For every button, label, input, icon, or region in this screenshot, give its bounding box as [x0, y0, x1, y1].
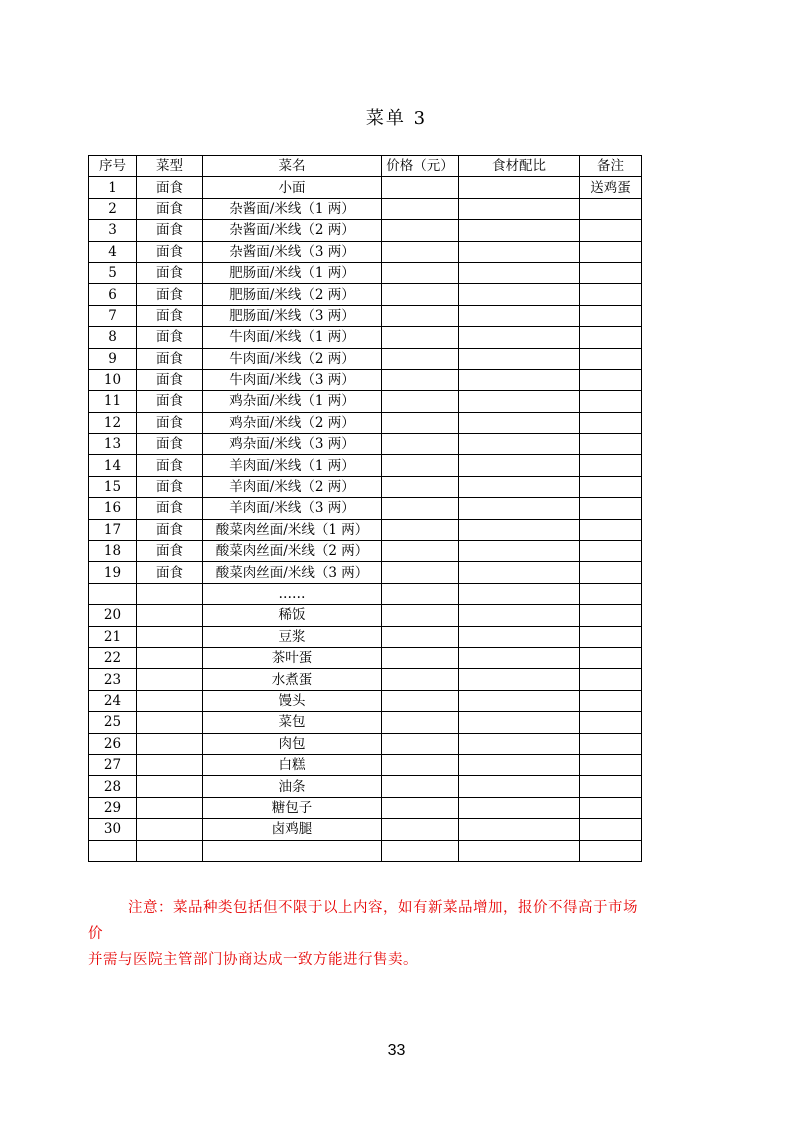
table-row — [89, 647, 642, 668]
menu-table — [88, 155, 642, 862]
cell-ingredients — [459, 198, 580, 219]
cell-type: 面食 — [137, 434, 203, 455]
table-row — [89, 733, 642, 754]
cell-type: 面食 — [137, 519, 203, 540]
cell-price — [382, 754, 459, 775]
cell-type — [137, 712, 203, 733]
cell-type: 面食 — [137, 284, 203, 305]
cell-index: 21 — [89, 626, 137, 647]
cell-ingredients — [459, 348, 580, 369]
cell-remarks — [580, 327, 642, 348]
cell-remarks — [580, 412, 642, 433]
cell-price — [382, 327, 459, 348]
cell-remarks — [580, 797, 642, 818]
cell-remarks — [580, 220, 642, 241]
cell-remarks — [580, 605, 642, 626]
cell-type: 面食 — [137, 498, 203, 519]
cell-remarks — [580, 754, 642, 775]
cell-remarks: 送鸡蛋 — [580, 177, 642, 198]
cell-remarks — [580, 348, 642, 369]
cell-remarks — [580, 819, 642, 840]
cell-index: 1 — [89, 177, 137, 198]
table-row — [89, 712, 642, 733]
cell-dish-name: 茶叶蛋 — [203, 647, 382, 668]
cell-price — [382, 434, 459, 455]
cell-dish-name: 杂酱面/米线（3 两） — [203, 241, 382, 262]
cell-index: 28 — [89, 776, 137, 797]
cell-type: 面食 — [137, 262, 203, 283]
column-header-type: 菜型 — [137, 156, 203, 177]
cell-type — [137, 669, 203, 690]
table-row — [89, 305, 642, 326]
table-row — [89, 434, 642, 455]
cell-ingredients — [459, 262, 580, 283]
cell-dish-name: 菜包 — [203, 712, 382, 733]
cell-index: 24 — [89, 690, 137, 711]
cell-remarks — [580, 476, 642, 497]
cell-type — [137, 605, 203, 626]
table-row — [89, 776, 642, 797]
cell-index — [89, 583, 137, 604]
cell-ingredients — [459, 712, 580, 733]
cell-type — [137, 647, 203, 668]
cell-index: 10 — [89, 369, 137, 390]
cell-index: 3 — [89, 220, 137, 241]
cell-remarks — [580, 391, 642, 412]
table-row — [89, 754, 642, 775]
cell-price — [382, 562, 459, 583]
cell-price — [382, 583, 459, 604]
table-header-row — [89, 156, 642, 177]
cell-remarks — [580, 583, 642, 604]
cell-type: 面食 — [137, 562, 203, 583]
cell-price — [382, 712, 459, 733]
cell-index: 18 — [89, 541, 137, 562]
cell-dish-name: 羊肉面/米线（3 两） — [203, 498, 382, 519]
cell-index: 6 — [89, 284, 137, 305]
table-row — [89, 498, 642, 519]
cell-index: 19 — [89, 562, 137, 583]
cell-ingredients — [459, 840, 580, 861]
cell-type — [137, 840, 203, 861]
table-row — [89, 626, 642, 647]
notice-line-1: 注意：菜品种类包括但不限于以上内容，如有新菜品增加，报价不得高于市场价 — [88, 900, 638, 942]
cell-ingredients — [459, 733, 580, 754]
table-row — [89, 177, 642, 198]
table-row — [89, 797, 642, 818]
cell-ingredients — [459, 541, 580, 562]
cell-type: 面食 — [137, 241, 203, 262]
cell-type: 面食 — [137, 369, 203, 390]
cell-remarks — [580, 647, 642, 668]
cell-ingredients — [459, 519, 580, 540]
cell-price — [382, 284, 459, 305]
cell-dish-name: 酸菜肉丝面/米线（2 两） — [203, 541, 382, 562]
cell-type: 面食 — [137, 198, 203, 219]
cell-dish-name: …… — [203, 583, 382, 604]
cell-price — [382, 198, 459, 219]
cell-ingredients — [459, 498, 580, 519]
cell-ingredients — [459, 391, 580, 412]
table-row — [89, 669, 642, 690]
cell-dish-name: 糖包子 — [203, 797, 382, 818]
cell-remarks — [580, 498, 642, 519]
cell-remarks — [580, 690, 642, 711]
cell-ingredients — [459, 690, 580, 711]
table-row — [89, 348, 642, 369]
cell-price — [382, 819, 459, 840]
cell-remarks — [580, 626, 642, 647]
cell-remarks — [580, 733, 642, 754]
cell-type: 面食 — [137, 305, 203, 326]
cell-remarks — [580, 541, 642, 562]
cell-type — [137, 797, 203, 818]
table-row — [89, 519, 642, 540]
table-row — [89, 412, 642, 433]
cell-price — [382, 776, 459, 797]
cell-price — [382, 177, 459, 198]
cell-price — [382, 369, 459, 390]
cell-price — [382, 519, 459, 540]
cell-ingredients — [459, 455, 580, 476]
cell-ingredients — [459, 562, 580, 583]
cell-price — [382, 840, 459, 861]
cell-price — [382, 348, 459, 369]
cell-price — [382, 690, 459, 711]
cell-remarks — [580, 519, 642, 540]
cell-dish-name — [203, 840, 382, 861]
table-row — [89, 327, 642, 348]
table-row — [89, 198, 642, 219]
cell-dish-name: 牛肉面/米线（1 两） — [203, 327, 382, 348]
cell-dish-name: 肉包 — [203, 733, 382, 754]
cell-type — [137, 626, 203, 647]
cell-dish-name: 牛肉面/米线（2 两） — [203, 348, 382, 369]
cell-index: 30 — [89, 819, 137, 840]
table-row — [89, 262, 642, 283]
column-header-index: 序号 — [89, 156, 137, 177]
cell-index: 14 — [89, 455, 137, 476]
cell-index: 23 — [89, 669, 137, 690]
cell-dish-name: 羊肉面/米线（1 两） — [203, 455, 382, 476]
cell-remarks — [580, 262, 642, 283]
cell-ingredients — [459, 305, 580, 326]
cell-dish-name: 小面 — [203, 177, 382, 198]
cell-ingredients — [459, 327, 580, 348]
cell-price — [382, 647, 459, 668]
cell-ingredients — [459, 797, 580, 818]
cell-remarks — [580, 434, 642, 455]
column-header-remarks: 备注 — [580, 156, 642, 177]
column-header-price: 价格（元） — [382, 156, 459, 177]
cell-remarks — [580, 840, 642, 861]
cell-type: 面食 — [137, 391, 203, 412]
cell-ingredients — [459, 583, 580, 604]
cell-price — [382, 241, 459, 262]
table-row — [89, 476, 642, 497]
cell-ingredients — [459, 754, 580, 775]
cell-ingredients — [459, 284, 580, 305]
cell-dish-name: 油条 — [203, 776, 382, 797]
cell-type — [137, 776, 203, 797]
table-row — [89, 819, 642, 840]
notice-line-2: 并需与医院主管部门协商达成一致方能进行售卖。 — [88, 952, 418, 968]
cell-remarks — [580, 369, 642, 390]
cell-price — [382, 626, 459, 647]
cell-dish-name: 酸菜肉丝面/米线（3 两） — [203, 562, 382, 583]
cell-remarks — [580, 776, 642, 797]
cell-index: 11 — [89, 391, 137, 412]
cell-index — [89, 840, 137, 861]
table-row — [89, 541, 642, 562]
cell-index: 7 — [89, 305, 137, 326]
cell-type: 面食 — [137, 348, 203, 369]
table-row — [89, 284, 642, 305]
cell-index: 15 — [89, 476, 137, 497]
cell-ingredients — [459, 669, 580, 690]
cell-dish-name: 白糕 — [203, 754, 382, 775]
cell-type: 面食 — [137, 476, 203, 497]
cell-price — [382, 498, 459, 519]
cell-dish-name: 鸡杂面/米线（3 两） — [203, 434, 382, 455]
cell-price — [382, 797, 459, 818]
cell-remarks — [580, 455, 642, 476]
cell-type: 面食 — [137, 541, 203, 562]
cell-index: 12 — [89, 412, 137, 433]
table-row — [89, 220, 642, 241]
cell-dish-name: 肥肠面/米线（3 两） — [203, 305, 382, 326]
cell-index: 22 — [89, 647, 137, 668]
cell-dish-name: 杂酱面/米线（1 两） — [203, 198, 382, 219]
cell-type: 面食 — [137, 327, 203, 348]
cell-price — [382, 220, 459, 241]
cell-ingredients — [459, 819, 580, 840]
cell-type — [137, 733, 203, 754]
cell-dish-name: 酸菜肉丝面/米线（1 两） — [203, 519, 382, 540]
notice — [88, 895, 648, 973]
table-row — [89, 369, 642, 390]
cell-index: 27 — [89, 754, 137, 775]
cell-index: 26 — [89, 733, 137, 754]
table-row — [89, 455, 642, 476]
table-row — [89, 391, 642, 412]
cell-dish-name: 羊肉面/米线（2 两） — [203, 476, 382, 497]
cell-index: 13 — [89, 434, 137, 455]
cell-type: 面食 — [137, 412, 203, 433]
cell-dish-name: 杂酱面/米线（2 两） — [203, 220, 382, 241]
cell-remarks — [580, 284, 642, 305]
cell-index: 25 — [89, 712, 137, 733]
cell-ingredients — [459, 626, 580, 647]
table-row — [89, 583, 642, 604]
cell-remarks — [580, 305, 642, 326]
table-row — [89, 605, 642, 626]
cell-index: 16 — [89, 498, 137, 519]
cell-price — [382, 391, 459, 412]
cell-remarks — [580, 712, 642, 733]
cell-ingredients — [459, 177, 580, 198]
cell-dish-name: 卤鸡腿 — [203, 819, 382, 840]
cell-index: 5 — [89, 262, 137, 283]
cell-index: 20 — [89, 605, 137, 626]
cell-price — [382, 605, 459, 626]
cell-index: 4 — [89, 241, 137, 262]
cell-index: 17 — [89, 519, 137, 540]
cell-ingredients — [459, 605, 580, 626]
page-number: 33 — [387, 1042, 406, 1059]
cell-remarks — [580, 198, 642, 219]
cell-dish-name: 牛肉面/米线（3 两） — [203, 369, 382, 390]
cell-type: 面食 — [137, 177, 203, 198]
cell-price — [382, 541, 459, 562]
cell-dish-name: 肥肠面/米线（2 两） — [203, 284, 382, 305]
cell-price — [382, 733, 459, 754]
cell-type — [137, 583, 203, 604]
cell-ingredients — [459, 220, 580, 241]
cell-ingredients — [459, 476, 580, 497]
cell-price — [382, 305, 459, 326]
table-row — [89, 241, 642, 262]
cell-dish-name: 水煮蛋 — [203, 669, 382, 690]
table-row — [89, 840, 642, 861]
cell-ingredients — [459, 647, 580, 668]
cell-remarks — [580, 669, 642, 690]
column-header-dish-name: 菜名 — [203, 156, 382, 177]
cell-type: 面食 — [137, 455, 203, 476]
cell-ingredients — [459, 412, 580, 433]
cell-price — [382, 412, 459, 433]
cell-dish-name: 鸡杂面/米线（1 两） — [203, 391, 382, 412]
cell-ingredients — [459, 434, 580, 455]
cell-price — [382, 476, 459, 497]
column-header-ingredients: 食材配比 — [459, 156, 580, 177]
cell-type — [137, 690, 203, 711]
cell-type: 面食 — [137, 220, 203, 241]
cell-price — [382, 669, 459, 690]
cell-ingredients — [459, 776, 580, 797]
cell-remarks — [580, 241, 642, 262]
table-row — [89, 562, 642, 583]
cell-ingredients — [459, 369, 580, 390]
cell-type — [137, 754, 203, 775]
cell-remarks — [580, 562, 642, 583]
cell-index: 9 — [89, 348, 137, 369]
cell-type — [137, 819, 203, 840]
cell-price — [382, 262, 459, 283]
cell-dish-name: 稀饭 — [203, 605, 382, 626]
cell-index: 2 — [89, 198, 137, 219]
cell-dish-name: 肥肠面/米线（1 两） — [203, 262, 382, 283]
cell-dish-name: 豆浆 — [203, 626, 382, 647]
cell-dish-name: 馒头 — [203, 690, 382, 711]
table-row — [89, 690, 642, 711]
cell-index: 29 — [89, 797, 137, 818]
page-title: 菜单 3 — [365, 108, 428, 129]
cell-price — [382, 455, 459, 476]
cell-ingredients — [459, 241, 580, 262]
cell-dish-name: 鸡杂面/米线（2 两） — [203, 412, 382, 433]
cell-index: 8 — [89, 327, 137, 348]
